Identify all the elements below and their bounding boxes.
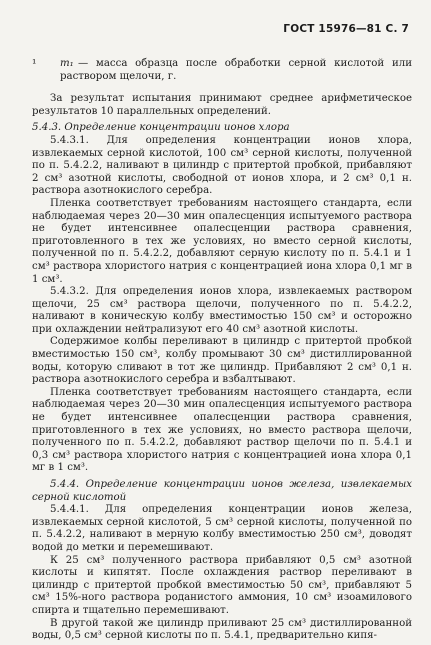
result-paragraph: За результат испытания принимают среднее арифметическое результатов 10 параллельных определений. [32,93,412,117]
document-body [32,58,412,643]
paragraph-5-4-4-1: 5.4.4.1. Для определения концентрации ионов железа, извлекаемых серной кислотой, 5 см³ серной кислоты, полученной по п. 5.4.2.2, наливают в мерную колбу вместимостью 250 см³, доводят водой до метки и перемешивают. [32,504,412,553]
paragraph-5-4-4-1-reference: В другой такой же цилиндр приливают 25 см³ дистиллированной воды, 0,5 см³ серной кислоты по п. 5.4.1, предварительно кипя- [32,617,412,642]
paragraph-5-4-3-1-criterion: Пленка соответствует требованиям настоящего стандарта, если наблюдаемая через 20—30 мин опалесценция испытуемого раствора не будет интенсивнее опалесценции раствора сравнения, приготовленного в тех же условиях, но вместо серной кислоты, полученной по п. 5.4.2.2, добавляют серную кислоту по п. 5.4.1 и 1 см³ раствора хлористого натрия с концентрацией иона хлора 0,1 мг в 1 см³. [32,197,412,285]
symbol-m1: m₁ [60,58,74,69]
section-5-4-3-title: 5.4.3. Определение концентрации ионов хлора [32,122,290,134]
paragraph-5-4-3-2-flask: Содержимое колбы переливают в цилиндр с притертой пробкой вместимостью 150 см³, колбу промывают 30 см³ дистиллированной воды, которую сливают в тот же цилиндр. Прибавляют 2 см³ 0,1 н. раствора азотнокислого серебра и взбалтывают. [32,336,412,386]
running-header: ГОСТ 15976—81 С. 7 [283,23,409,35]
paragraph-5-4-3-2: 5.4.3.2. Для определения ионов хлора, извлекаемых раствором щелочи, 25 см³ раствора щелочи, полученного по п. 5.4.2.2, наливают в коническую колбу вместимостью 150 см³ и осторожно при охлаждении нейтрализуют его 40 см³ азотной кислоты. [32,286,412,335]
definition-text: — масса образца после обработки серной кислотой или раствором щелочи, г. [60,58,412,82]
margin-marker: ¹ [32,57,37,70]
paragraph-5-4-3-1: 5.4.3.1. Для определения концентрации ионов хлора, извлекаемых серной кислотой, 100 см³ серной кислоты, полученной по п. 5.4.2.2, наливают в цилиндр с притертой пробкой, прибавляют 2 см³ азотной кислоты, свободной от ионов хлора, и 2 см³ 0,1 н. раствора азотнокислого серебра. [32,134,412,197]
paragraph-5-4-3-2-criterion: Пленка соответствует требованиям настоящего стандарта, если наблюдаемая через 20—30 мин опалесценция испытуемого раствора не будет интенсивнее опалесценции раствора сравнения, приготовленного в тех же условиях, но вместо раствора щелочи, полученного по п. 5.4.2.2, добавляют раствор щелочи по п. 5.4.1 и 0,3 см³ раствора хлористого натрия с концентрацией иона хлора 0,1 мг в 1 см³. [32,386,412,474]
definition-m1 [32,58,412,83]
paragraph-5-4-4-1-aliquot: К 25 см³ полученного раствора прибавляют 0,5 см³ азотной кислоты и кипятят. После охлаждения раствор переливают в цилиндр с притертой пробкой вместимостью 50 см³, прибавляют 5 см³ 15%-ного раствора роданистого аммония, 10 см³ изоамилового спирта и тщательно перемешивают. [32,554,412,616]
section-5-4-4-title: 5.4.4. Определение концентрации ионов железа, извлекаемых серной кислотой [32,479,412,503]
